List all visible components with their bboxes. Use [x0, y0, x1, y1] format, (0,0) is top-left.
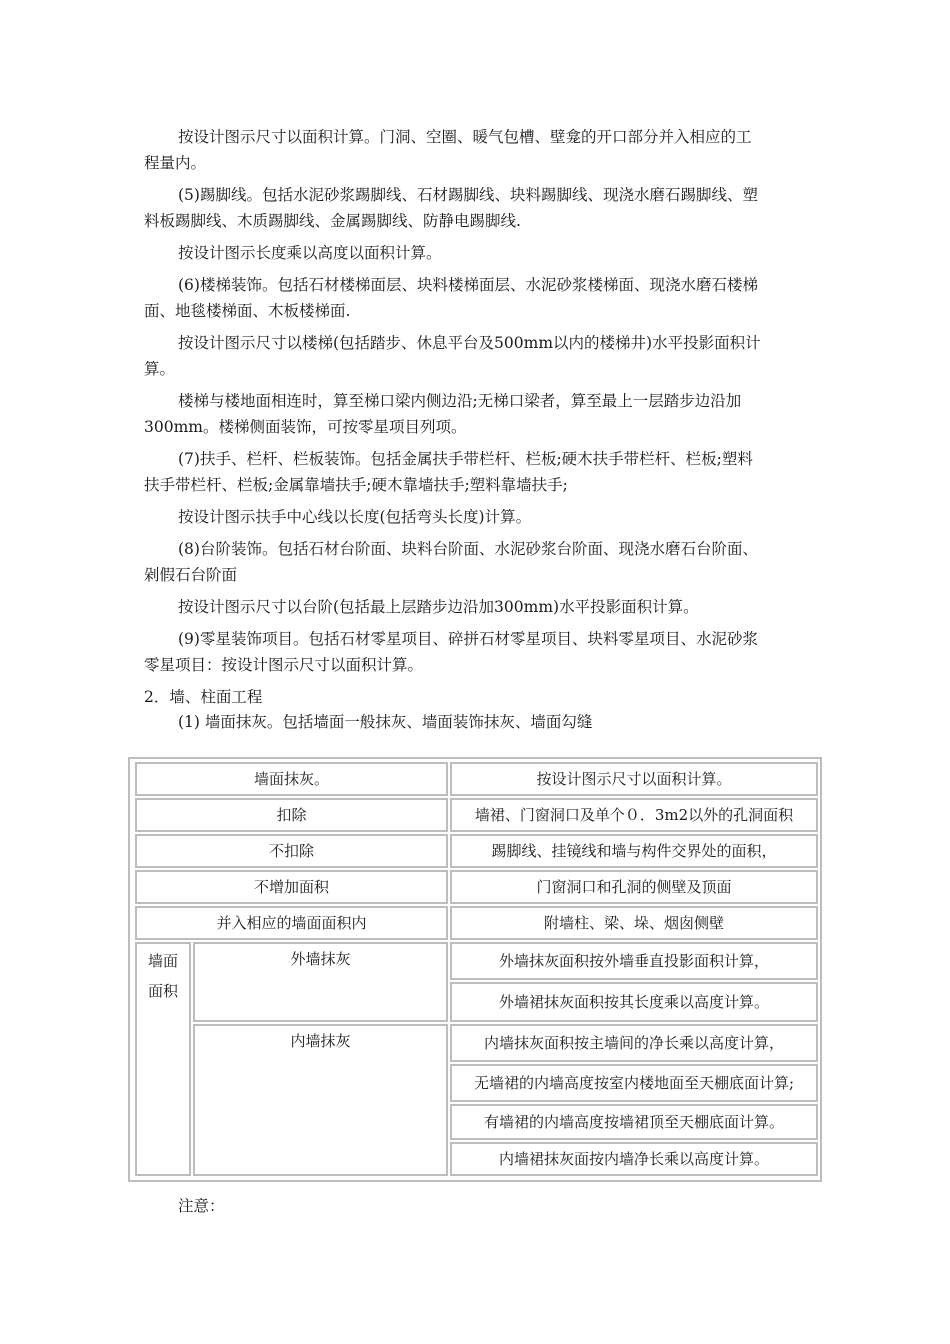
- table-cell: [135, 870, 448, 904]
- paragraph-text: 剁假石台阶面: [144, 566, 238, 584]
- cell-text: 内墙裙抹灰面按内墙净长乘以高度计算。: [498, 1150, 769, 1168]
- note-label: 注意：: [178, 1197, 225, 1215]
- cell-text: 墙面: [147, 952, 178, 970]
- table-cell: [450, 762, 818, 796]
- paragraph-text: 按设计图示尺寸以台阶(包括最上层踏步边沿加300mm)水平投影面积计算。: [178, 598, 699, 616]
- paragraph-text: 扶手带栏杆、栏板;金属靠墙扶手;硬木靠墙扶手;塑料靠墙扶手;: [144, 476, 568, 494]
- paragraph-text: 按设计图示长度乘以高度以面积计算。: [178, 244, 442, 262]
- table-cell: [193, 942, 448, 1022]
- cell-text: 墙裙、门窗洞口及单个０．3m2以外的孔洞面积: [474, 806, 794, 824]
- cell-text: 无墙裙的内墙高度按室内楼地面至天棚底面计算;: [473, 1074, 795, 1092]
- table-cell: [450, 1064, 818, 1102]
- paragraph-text: 零星项目：按设计图示尺寸以面积计算。: [144, 656, 424, 674]
- paragraph-text: 300mm。楼梯侧面装饰，可按零星项目列项。: [144, 418, 467, 436]
- cell-text: 内墙抹灰面积按主墙间的净长乘以高度计算，: [483, 1034, 784, 1052]
- paragraph-text: 按设计图示尺寸以面积计算。门洞、空圈、暖气包槽、壁龛的开口部分并入相应的工: [178, 128, 752, 146]
- cell-text: 有墙裙的内墙高度按墙裙顶至天棚底面计算。: [483, 1113, 784, 1131]
- cell-text: 按设计图示尺寸以面积计算。: [536, 770, 732, 788]
- paragraph-text: 面、地毯楼梯面、木板楼梯面.: [144, 302, 351, 320]
- paragraph-text: (7)扶手、栏杆、栏板装饰。包括金属扶手带栏杆、栏板;硬木扶手带栏杆、栏板;塑料: [178, 450, 753, 468]
- table-cell-group-label: [135, 942, 191, 1176]
- table-cell: [193, 1024, 448, 1176]
- subsection-heading: (1) 墙面抹灰。包括墙面一般抹灰、墙面装饰抹灰、墙面勾缝: [178, 713, 593, 731]
- cell-text: 不增加面积: [253, 878, 329, 896]
- table-cell: [450, 982, 818, 1022]
- paragraph-text: (9)零星装饰项目。包括石材零星项目、碎拼石材零星项目、块料零星项目、水泥砂浆: [178, 630, 758, 648]
- paragraph-text: (6)楼梯装饰。包括石材楼梯面层、块料楼梯面层、水泥砂浆楼梯面、现浇水磨石楼梯: [178, 276, 758, 294]
- cell-text: 门窗洞口和孔洞的侧壁及顶面: [536, 878, 732, 896]
- section-heading: 2．墙、柱面工程: [144, 688, 263, 706]
- paragraph-text: 程量内。: [144, 154, 207, 172]
- cell-text: 外墙抹灰: [290, 950, 351, 968]
- table-cell: [450, 870, 818, 904]
- table-cell: [135, 762, 448, 796]
- table-cell: [135, 834, 448, 868]
- table-cell: [450, 798, 818, 832]
- paragraph-text: 按设计图示扶手中心线以长度(包括弯头长度)计算。: [178, 508, 532, 526]
- paragraph-text: 料板踢脚线、木质踢脚线、金属踢脚线、防静电踢脚线.: [144, 212, 521, 230]
- cell-text: 扣除: [276, 806, 307, 824]
- wall-plaster-table: [128, 757, 822, 1182]
- cell-text: 踢脚线、挂镜线和墙与构件交界处的面积，: [491, 842, 777, 860]
- paragraph-text: 按设计图示尺寸以楼梯(包括踏步、休息平台及500mm以内的楼梯井)水平投影面积计: [178, 334, 761, 352]
- cell-text: 外墙抹灰面积按外墙垂直投影面积计算，: [498, 952, 769, 970]
- cell-text: 附墙柱、梁、垛、烟囱侧壁: [543, 914, 724, 932]
- table-cell: [450, 1024, 818, 1062]
- cell-text: 墙面抹灰。: [253, 770, 329, 788]
- table-cell: [450, 834, 818, 868]
- cell-text: 面积: [147, 982, 178, 1000]
- table-cell: [450, 942, 818, 980]
- cell-text: 外墙裙抹灰面积按其长度乘以高度计算。: [498, 993, 769, 1011]
- paragraph-text: (8)台阶装饰。包括石材台阶面、块料台阶面、水泥砂浆台阶面、现浇水磨石台阶面、: [178, 540, 758, 558]
- cell-text: 不扣除: [268, 842, 314, 860]
- table-cell: [450, 1142, 818, 1176]
- cell-text: 并入相应的墙面面积内: [216, 914, 367, 932]
- table-cell: [450, 906, 818, 940]
- table-cell: [135, 906, 448, 940]
- cell-text: 内墙抹灰: [290, 1032, 351, 1050]
- table-cell: [450, 1104, 818, 1140]
- paragraph-text: 楼梯与楼地面相连时，算至梯口梁内侧边沿;无梯口梁者，算至最上一层踏步边沿加: [178, 392, 742, 410]
- paragraph-text: 算。: [144, 360, 176, 378]
- table-cell: [135, 798, 448, 832]
- paragraph-text: (5)踢脚线。包括水泥砂浆踢脚线、石材踢脚线、块料踢脚线、现浇水磨石踢脚线、塑: [178, 186, 758, 204]
